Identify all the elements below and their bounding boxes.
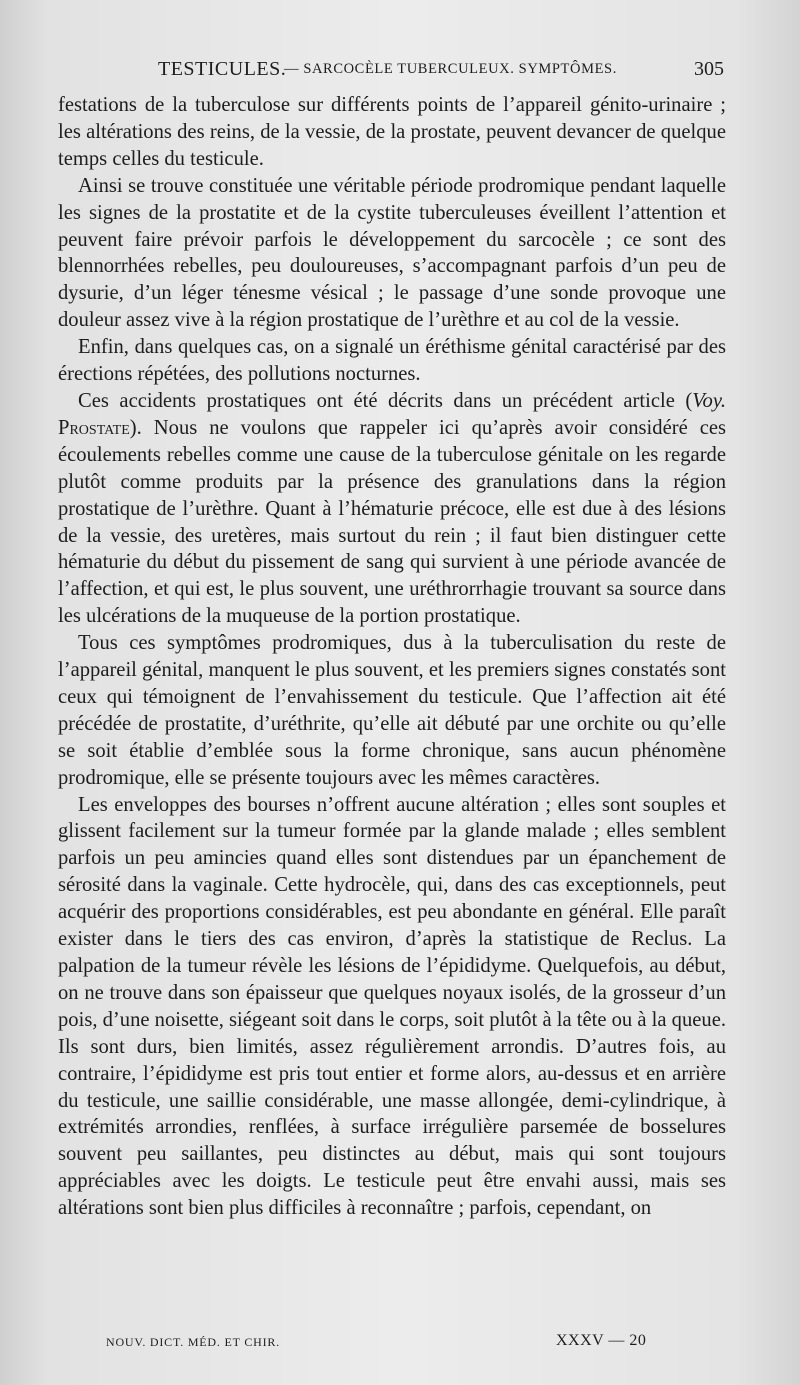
body-text [58, 92, 726, 1222]
paragraph [58, 630, 726, 791]
running-header [60, 58, 724, 88]
page-number: 305 [694, 58, 724, 80]
running-title: TESTICULES. [158, 58, 287, 80]
paragraph-text: Tous ces symptômes prodromiques, dus à la tuberculisation du reste de l’appareil génital, manquent le plus souvent, et les premiers signes constatés sont ceux qui témoignent de l’envahissement du testicule. Que l’affection ait été précédée de prostatite, d’uréthrite, qu’elle ait débuté par une orchite ou qu’elle se soit établie d’emblée sous la forme chronique, sans aucun phénomène prodromique, elle se présente toujours avec les mêmes caractères. [58, 632, 726, 789]
paragraph [58, 92, 726, 173]
paragraph-text: ). Nous ne voulons que rappeler ici qu’après avoir considéré ces écoulements rebelles comme une cause de la tuberculose génitale on les regarde plutôt comme produits par la présence des granulations dans la région prostatique de l’urèthre. Quant à l’hématurie précoce, elle est due à des lésions de la vessie, des uretères, mais surtout du rein ; il faut bien distinguer cette hématurie du début du pissement de sang qui survient à une période avancée de l’affection, et qui est, le plus souvent, une uréthrorrhagie trouvant sa source dans les ulcérations de la muqueuse de la portion prostatique. [58, 416, 726, 628]
signature-source: NOUV. DICT. MÉD. ET CHIR. [106, 1335, 281, 1349]
paragraph-text: Ces accidents prostatiques ont été décrits dans un précédent article ( [78, 389, 693, 412]
paragraph [58, 173, 726, 334]
cross-reference: Prostate [58, 416, 130, 439]
signature-mark: XXXV — 20 [556, 1332, 647, 1349]
paragraph-text: Ainsi se trouve constituée une véritable période prodromique pendant laquelle les signes de la prostatite et de la cystite tuberculeuses éveillent l’attention et peuvent faire prévoir parfois le développement du sarcocèle ; ce sont des blennorrhées rebelles, peu douloureuses, s’accompagnant parfois d’un peu de dysurie, d’un léger ténesme vésical ; le passage d’une sonde provoque une douleur assez vive à la région prostatique de l’urèthre et au col de la vessie. [58, 174, 726, 332]
paragraph-text: Les enveloppes des bourses n’offrent aucune altération ; elles sont souples et glissent facilement sur la tumeur formée par la glande malade ; elles semblent parfois un peu amincies quand elles sont distendues par un épanchement de sérosité dans la vaginale. Cette hydrocèle, qui, dans des cas exceptionnels, peut acquérir des proportions considérables, est peu abondante en général. Elle paraît exister dans le tiers des cas environ, d’après la statistique de Reclus. La palpation de la tumeur révèle les lésions de l’épididyme. Quelquefois, au début, on ne trouve dans son épaisseur que quelques noyaux isolés, de la grosseur d’un pois, d’une noisette, siégeant soit dans le corps, soit plutôt à la tête ou à la queue. Ils sont durs, bien limités, assez régulièrement arrondis. D’autres fois, au contraire, l’épididyme est pris tout entier et forme alors, au-dessus et en arrière du testicule, une saillie considérable, une masse allongée, demi-cylindrique, à extrémités arrondies, renflées, à surface irrégulière parsemée de bosselures souvent peu saillantes, peu distinctes au début, mais qui sont toujours appréciables avec les doigts. Le testicule peut être envahi aussi, mais ses altérations sont bien plus difficiles à reconnaître ; parfois, cependant, on [58, 793, 726, 1220]
paragraph-text: Enfin, dans quelques cas, on a signalé un éréthisme génital caractérisé par des érections répétées, des pollutions nocturnes. [58, 336, 726, 386]
section-title: — SARCOCÈLE TUBERCULEUX. SYMPTÔMES. [284, 61, 617, 77]
italic-text: Voy. [692, 389, 726, 412]
paragraph [58, 792, 726, 1223]
paragraph [58, 334, 726, 388]
paragraph [58, 388, 726, 630]
paragraph-text: festations de la tuberculose sur différents points de l’appareil génito-urinaire ; les altérations des reins, de la vessie, de la prostate, peuvent devancer de quelque temps celles du testicule. [58, 94, 726, 170]
page-footer [58, 1332, 726, 1356]
